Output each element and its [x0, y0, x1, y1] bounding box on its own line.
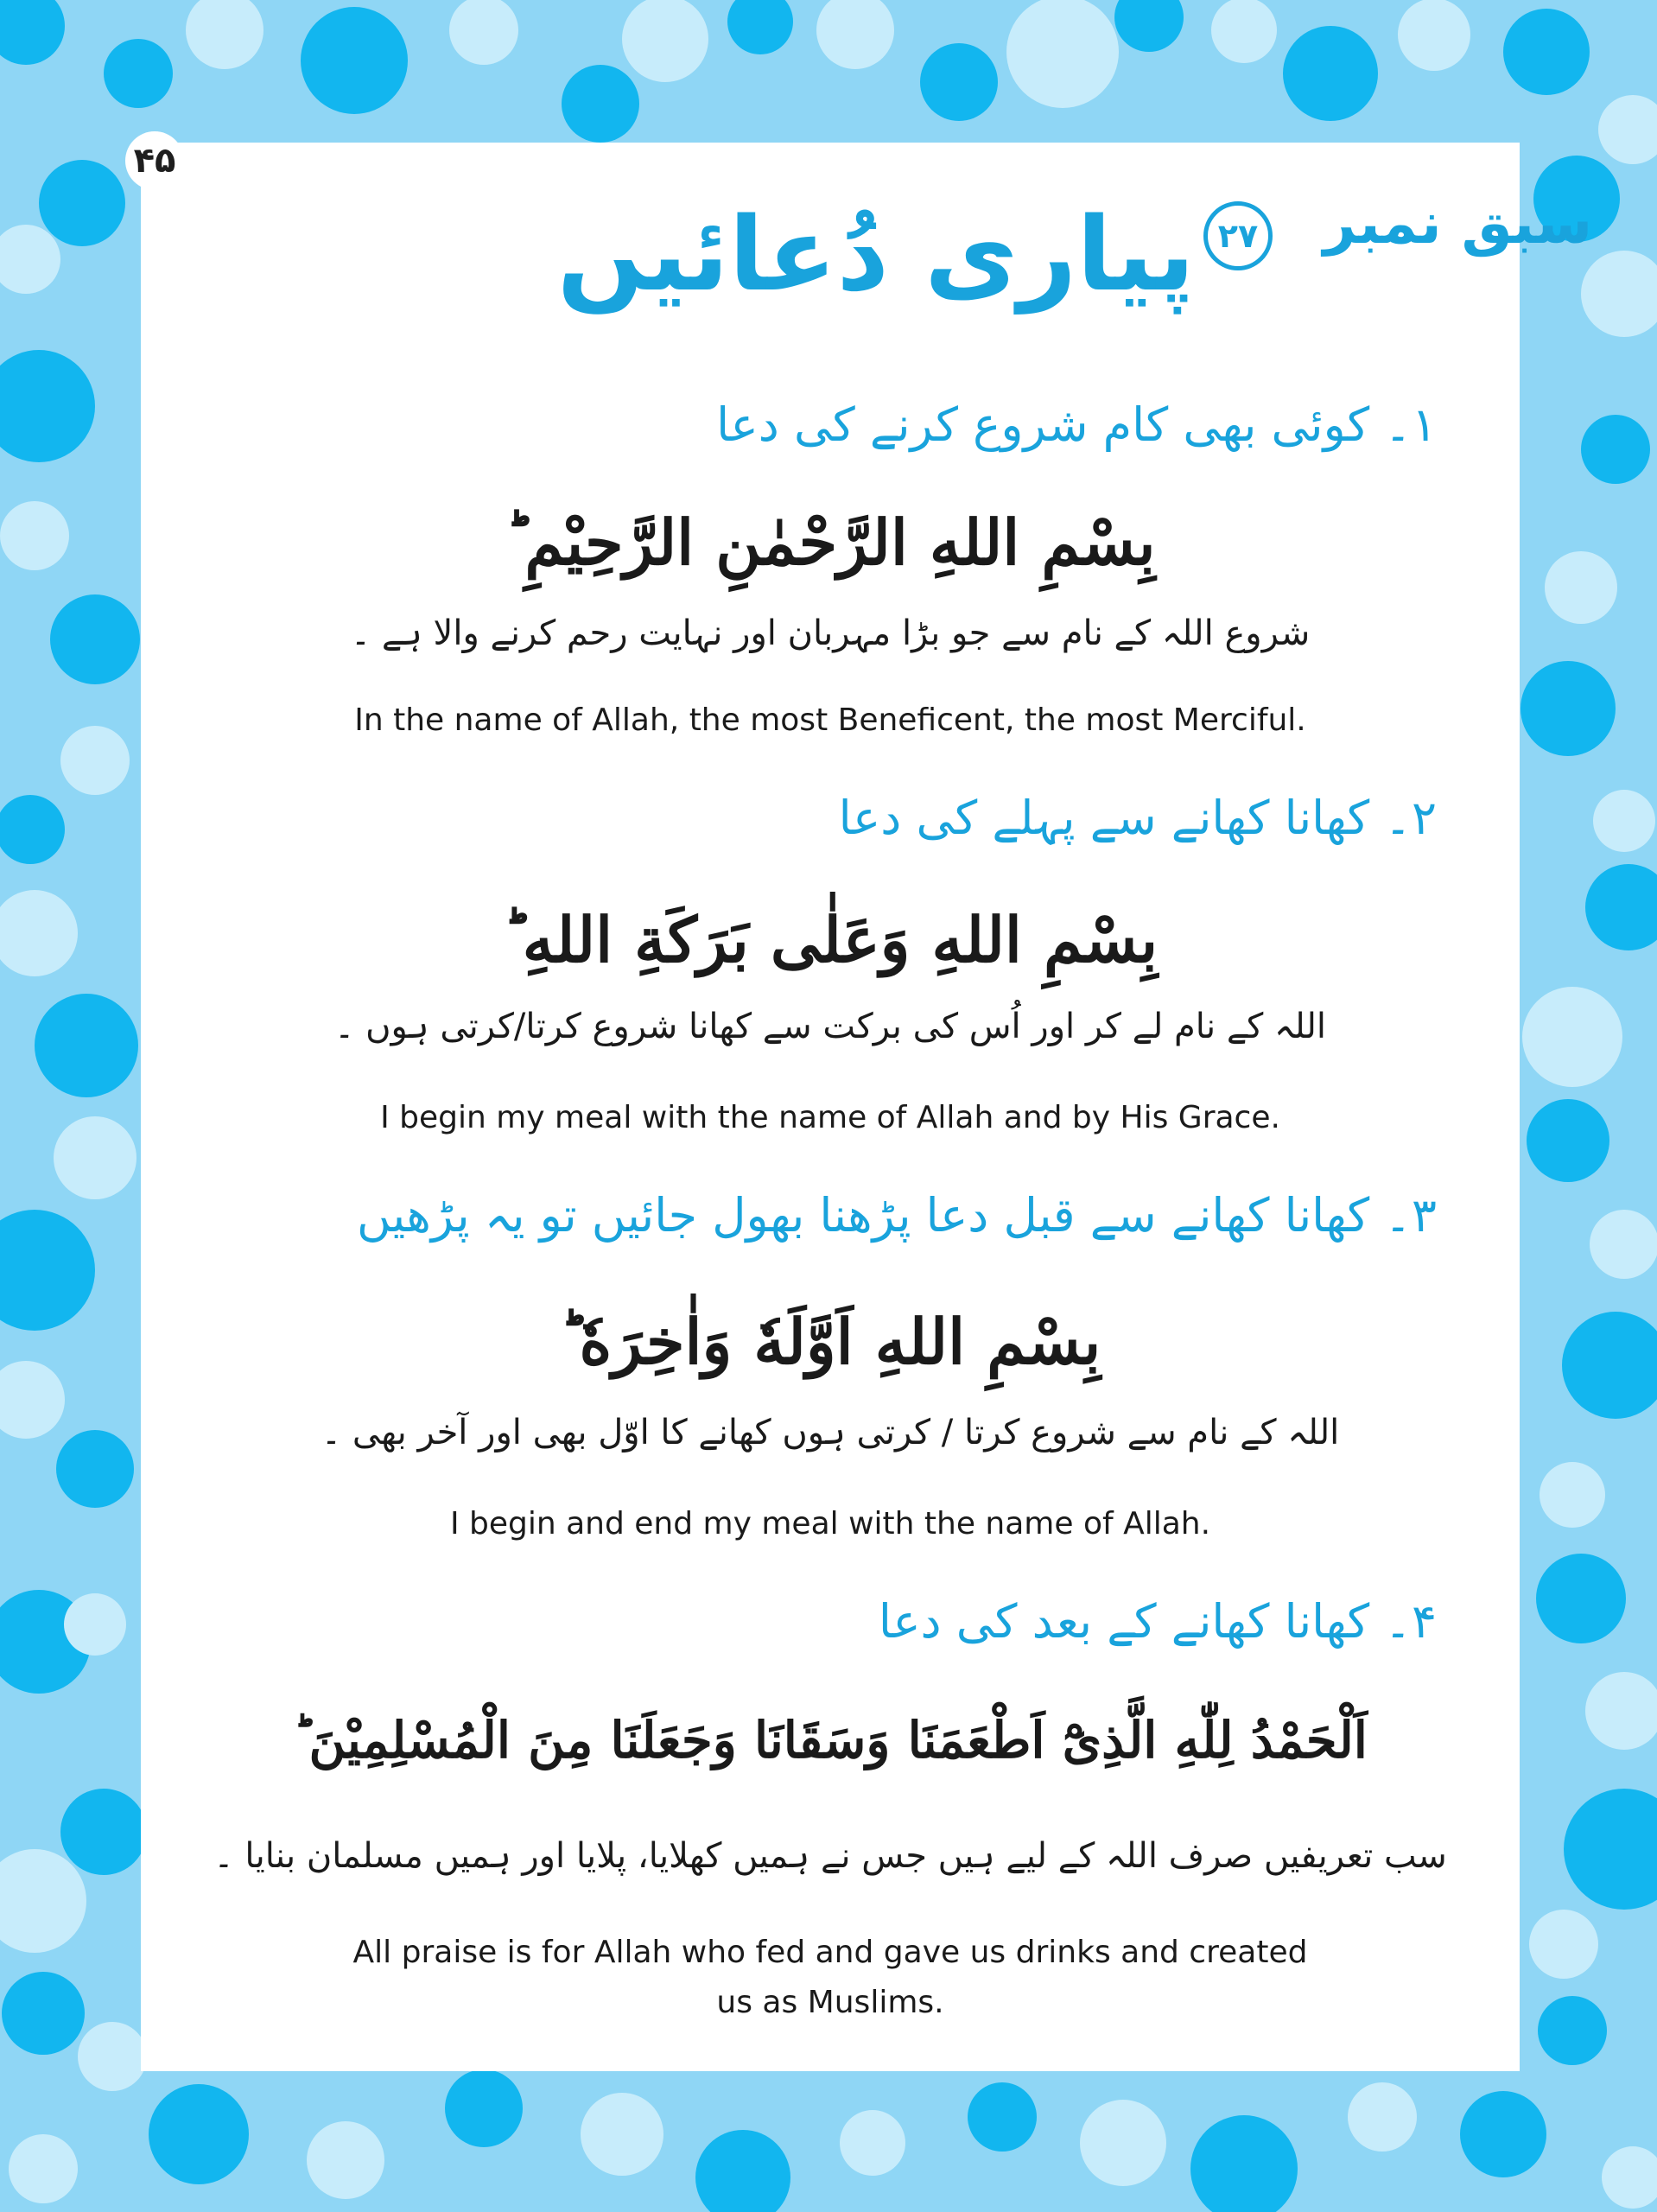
dua-heading: ۲۔ کھانا کھانے سے پہلے کی دعا	[838, 791, 1437, 845]
dua-english-translation: I begin and end my meal with the name of Allah.	[449, 1506, 1211, 1541]
dua-heading: ۴۔ کھانا کھانے کے بعد کی دعا	[878, 1594, 1437, 1649]
dua-heading: ۳۔ کھانا کھانے سے قبل دعا پڑھنا بھول جائیں تو یہ پڑھیں	[356, 1188, 1437, 1243]
dua-english-translation: In the name of Allah, the most Beneficent, the most Merciful.	[354, 702, 1306, 738]
dua-english-translation: All praise is for Allah who fed and gave us drinks and created us as Muslims.	[352, 1935, 1308, 2020]
dua-arabic: بِسْمِ اللهِ الرَّحْمٰنِ الرَّحِيْمِ ؕ	[505, 505, 1156, 579]
page-number: ۴۵	[125, 131, 184, 190]
page-title: پیاری دُعائیں	[556, 194, 1195, 314]
dua-arabic: اَلْحَمْدُ لِلّٰهِ الَّذِیْٓ اَطْعَمَنَا وَسَقَانَا وَجَعَلَنَا مِنَ الْمُسْلِمِیْنَ ؕ	[293, 1711, 1368, 1770]
dua-urdu-translation: شروع اللہ کے نام سے جو بڑا مہربان اور نہایت رحم کرنے والا ہے ۔	[350, 613, 1311, 653]
content-card	[141, 143, 1592, 2071]
dua-heading: ۱۔ کوئی بھی کام شروع کرنے کی دعا	[716, 397, 1437, 452]
dua-urdu-translation: اللہ کے نام لے کر اور اُس کی برکت سے کھانا شروع کرتا/کرتی ہوں ۔	[333, 1007, 1326, 1046]
dua-arabic: بِسْمِ اللهِ وَعَلٰى بَرَكَةِ اللهِ ؕ	[502, 903, 1159, 976]
lesson-number-badge: ۲۷	[1203, 201, 1273, 270]
lesson-label: سبق نمبر	[1323, 190, 1592, 257]
dua-urdu-translation: اللہ کے نام سے شروع کرتا / کرتی ہوں کھانے کا اوّل بھی اور آخر بھی ۔	[321, 1413, 1340, 1452]
dua-english-translation: I begin my meal with the name of Allah and by His Grace.	[380, 1100, 1280, 1135]
dua-urdu-translation: سب تعریفیں صرف اللہ کے لیے ہیں جس نے ہمیں کھلایا، پلایا اور ہمیں مسلمان بنایا ۔	[213, 1836, 1447, 1876]
dua-arabic: بِسْمِ اللهِ اَوَّلَهٗ وَاٰخِرَهٗ ؕ	[559, 1305, 1101, 1378]
